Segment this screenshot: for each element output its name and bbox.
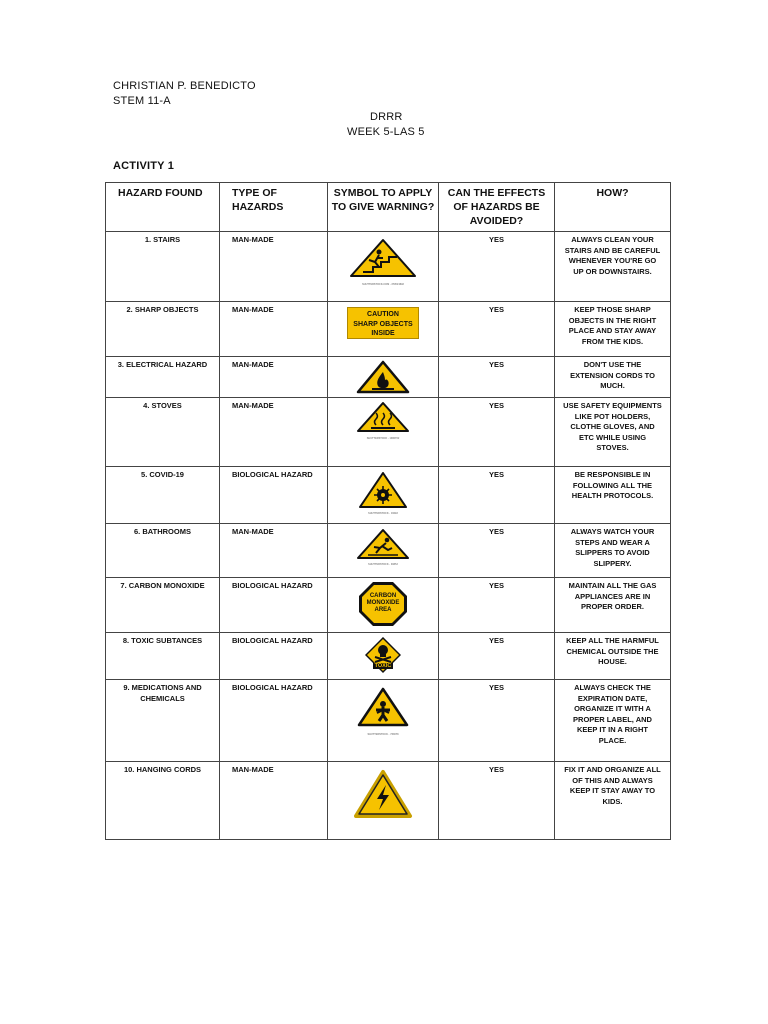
activity-title: ACTIVITY 1	[113, 160, 175, 172]
carbon-monoxide-area-icon	[358, 581, 408, 627]
student-section: STEM 11-A	[113, 95, 171, 107]
sign-text: SHARP OBJECTS	[353, 320, 413, 328]
high-voltage-warning-icon	[353, 769, 413, 819]
flammable-warning-icon	[356, 360, 410, 394]
avoidable-cell: YES	[439, 398, 555, 467]
col-type-of-hazards: TYPE OF HAZARDS	[220, 183, 328, 232]
table-row	[106, 524, 671, 578]
symbol-cell: SHUTTERSTOCK · 1380762	[328, 398, 439, 467]
type-cell: BIOLOGICAL HAZARD	[220, 633, 328, 680]
symbol-cell	[328, 633, 439, 680]
avoidable-cell: YES	[439, 467, 555, 524]
hazard-cell: 8. TOXIC SUBTANCES	[106, 633, 220, 680]
table-row	[106, 357, 671, 398]
table-row	[106, 467, 671, 524]
table-header-row	[106, 183, 671, 232]
how-cell: BE RESPONSIBLE IN FOLLOWING ALL THE HEALTH PROTOCOLS.	[555, 467, 671, 524]
table-row	[106, 633, 671, 680]
table-row	[106, 232, 671, 302]
subject-title: DRRR	[370, 111, 403, 123]
how-cell: KEEP ALL THE HARMFUL CHEMICAL OUTSIDE THE HOUSE.	[555, 633, 671, 680]
hazard-cell: 9. MEDICATIONS AND CHEMICALS	[106, 680, 220, 762]
caution-sharp-objects-icon	[347, 307, 419, 339]
slippery-floor-warning-icon	[356, 528, 410, 560]
table-row	[106, 762, 671, 840]
avoidable-cell: YES	[439, 680, 555, 762]
symbol-cell: SHUTTERSTOCK · 30852	[328, 524, 439, 578]
sign-text: AREA	[374, 607, 392, 613]
symbol-cell	[328, 762, 439, 840]
how-cell: ALWAYS CHECK THE EXPIRATION DATE, ORGANIZE IT WITH A PROPER LABEL, AND KEEP IT IN A RIGHT PLACE.	[555, 680, 671, 762]
avoidable-cell: YES	[439, 357, 555, 398]
sign-text: CAUTION	[367, 311, 399, 318]
type-cell: MAN-MADE	[220, 398, 328, 467]
hazard-table	[105, 182, 671, 840]
avoidable-cell: YES	[439, 232, 555, 302]
avoidable-cell: YES	[439, 578, 555, 633]
type-cell: MAN-MADE	[220, 302, 328, 357]
hazard-cell: 6. BATHROOMS	[106, 524, 220, 578]
symbol-cell: SHUTTERSTOCK · 16692	[328, 467, 439, 524]
col-hazard-found: HAZARD FOUND	[106, 183, 220, 232]
how-cell: KEEP THOSE SHARP OBJECTS IN THE RIGHT PLACE AND STAY AWAY FROM THE KIDS.	[555, 302, 671, 357]
hazard-cell: 2. SHARP OBJECTS	[106, 302, 220, 357]
sign-text: INSIDE	[371, 330, 395, 337]
type-cell: BIOLOGICAL HAZARD	[220, 467, 328, 524]
type-cell: MAN-MADE	[220, 524, 328, 578]
sign-text: CARBON	[369, 593, 397, 599]
symbol-cell: SHUTTERSTOCK.COM · 379524892	[328, 232, 439, 302]
col-how: HOW?	[555, 183, 671, 232]
hazard-cell: 4. STOVES	[106, 398, 220, 467]
hazard-cell: 10. HANGING CORDS	[106, 762, 220, 840]
avoidable-cell: YES	[439, 762, 555, 840]
type-cell: MAN-MADE	[220, 762, 328, 840]
how-cell: USE SAFETY EQUIPMENTS LIKE POT HOLDERS, CLOTHE GLOVES, AND ETC WHILE USING STOVES.	[555, 398, 671, 467]
table-row	[106, 398, 671, 467]
table-row	[106, 302, 671, 357]
stairs-fall-warning-icon	[349, 238, 417, 278]
health-hazard-warning-icon	[357, 687, 409, 727]
symbol-cell	[328, 357, 439, 398]
type-cell: MAN-MADE	[220, 357, 328, 398]
col-symbol: SYMBOL TO APPLY TO GIVE WARNING?	[328, 183, 439, 232]
avoidable-cell: YES	[439, 524, 555, 578]
sign-text: MONOXIDE	[366, 600, 400, 606]
symbol-cell	[328, 302, 439, 357]
hazard-cell: 7. CARBON MONOXIDE	[106, 578, 220, 633]
hot-surface-warning-icon	[356, 401, 410, 433]
avoidable-cell: YES	[439, 302, 555, 357]
student-name: CHRISTIAN P. BENEDICTO	[113, 80, 256, 92]
table-row	[106, 680, 671, 762]
hazard-cell: 3. ELECTRICAL HAZARD	[106, 357, 220, 398]
type-cell: BIOLOGICAL HAZARD	[220, 680, 328, 762]
how-cell: ALWAYS CLEAN YOUR STAIRS AND BE CAREFUL WHENEVER YOU'RE GO UP OR DOWNSTAIRS.	[555, 232, 671, 302]
symbol-cell	[328, 578, 439, 633]
symbol-cell: SHUTTERSTOCK · 733078	[328, 680, 439, 762]
hazard-cell: 5. COVID-19	[106, 467, 220, 524]
sign-text: TOXIC	[374, 663, 392, 669]
week-title: WEEK 5-LAS 5	[347, 126, 425, 138]
avoidable-cell: YES	[439, 633, 555, 680]
how-cell: MAINTAIN ALL THE GAS APPLIANCES ARE IN PROPER ORDER.	[555, 578, 671, 633]
how-cell: DON'T USE THE EXTENSION CORDS TO MUCH.	[555, 357, 671, 398]
col-avoidable: CAN THE EFFECTS OF HAZARDS BE AVOIDED?	[439, 183, 555, 232]
table-row	[106, 578, 671, 633]
type-cell: MAN-MADE	[220, 232, 328, 302]
how-cell: ALWAYS WATCH YOUR STEPS AND WEAR A SLIPPERS TO AVOID SLIPPERY.	[555, 524, 671, 578]
type-cell: BIOLOGICAL HAZARD	[220, 578, 328, 633]
how-cell: FIX IT AND ORGANIZE ALL OF THIS AND ALWAYS KEEP IT STAY AWAY TO KIDS.	[555, 762, 671, 840]
toxic-skull-icon	[365, 637, 401, 675]
hazard-cell: 1. STAIRS	[106, 232, 220, 302]
virus-warning-icon	[358, 471, 408, 509]
